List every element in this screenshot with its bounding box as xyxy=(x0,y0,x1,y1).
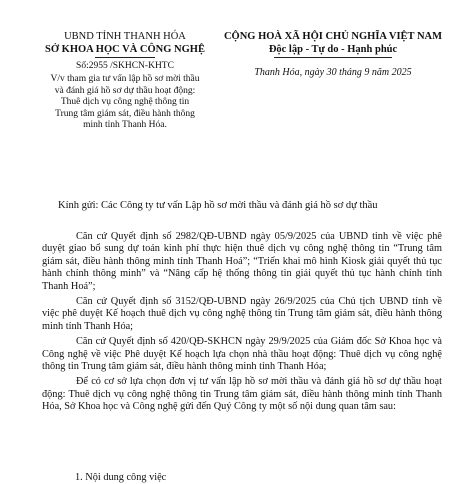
subject-line: và đánh giá hồ sơ dự thầu hoạt động: xyxy=(54,85,196,96)
subject-line: Thuê dịch vụ công nghệ thông tin xyxy=(60,97,190,107)
national-motto: Độc lập - Tự do - Hạnh phúc xyxy=(268,44,398,55)
agency-underline xyxy=(95,57,155,58)
nation-title: CỘNG HOÀ XÃ HỘI CHỦ NGHĨA VIỆT NAM xyxy=(223,31,443,42)
subject-line: Trung tâm giám sát, điều hành thông xyxy=(55,108,195,119)
document-date: Thanh Hóa, ngày 30 tháng 9 năm 2025 xyxy=(254,67,412,78)
subject-line: V/v tham gia tư vấn lập hồ sơ mời thầu xyxy=(50,74,200,84)
national-header-block xyxy=(222,30,444,79)
body-paragraph: Căn cứ Quyết định số 2982/QĐ-UBND ngày 05/9/2025 của UBND tỉnh về việc phê duyệt giao bổ sung dự toán kinh phí thực hiện thuê dịch vụ công nghệ thông tin “Trung tâm giám sát, điều hành thông minh tỉnh Thanh Hoá”; “Triển khai mô hình Kiosk giải quyết thủ tục hành chính thông minh” và “Nâng cấp hệ thống thông tin giải quyết thủ tục hành chính tỉnh Thanh Hoá”; xyxy=(42,231,442,292)
document-subject xyxy=(40,74,210,132)
document-number: Số:2955 /SKHCN-KHTC xyxy=(76,61,174,71)
body-paragraph: Căn cứ Quyết định số 420/QĐ-SKHCN ngày 29/9/2025 của Giám đốc Sở Khoa học và Công nghệ về việc Phê duyệt Kế hoạch lựa chọn nhà thầu hoạt động: Thuê dịch vụ công nghệ thông tin Trung tâm giám sát, điều hành thông minh tỉnh Thanh Hóa; xyxy=(42,336,442,373)
issuing-agency-block xyxy=(40,30,210,132)
subject-line: minh tỉnh Thanh Hóa. xyxy=(83,120,167,130)
document-body xyxy=(42,231,442,417)
body-paragraph: Để có cơ sở lựa chọn đơn vị tư vấn lập hồ sơ mời thầu và đánh giá hồ sơ dự thầu hoạt động: Thuê dịch vụ công nghệ thông tin Trung tâm giám sát, điều hành thông minh tỉnh Thanh Hóa, Sở Khoa học và Công nghệ gửi đến Quý Công ty một số nội dung quan tâm sau: xyxy=(42,376,442,413)
body-paragraph: Căn cứ Quyết định số 3152/QĐ-UBND ngày 26/9/2025 của Chủ tịch UBND tỉnh về việc phê duyệt Kế hoạch thuê dịch vụ công nghệ thông tin Trung tâm giám sát, điều hành thông minh tỉnh Thanh Hóa; xyxy=(42,296,442,332)
motto-underline xyxy=(274,57,392,58)
parent-organization: UBND TỈNH THANH HÓA xyxy=(64,31,186,42)
section-heading-partial: 1. Nội dung công việc xyxy=(75,472,167,483)
organization-name: SỞ KHOA HỌC VÀ CÔNG NGHỆ xyxy=(45,44,205,55)
recipient-line: Kính gửi: Các Công ty tư vấn Lập hồ sơ mời thầu và đánh giá hồ sơ dự thầu xyxy=(58,200,378,211)
